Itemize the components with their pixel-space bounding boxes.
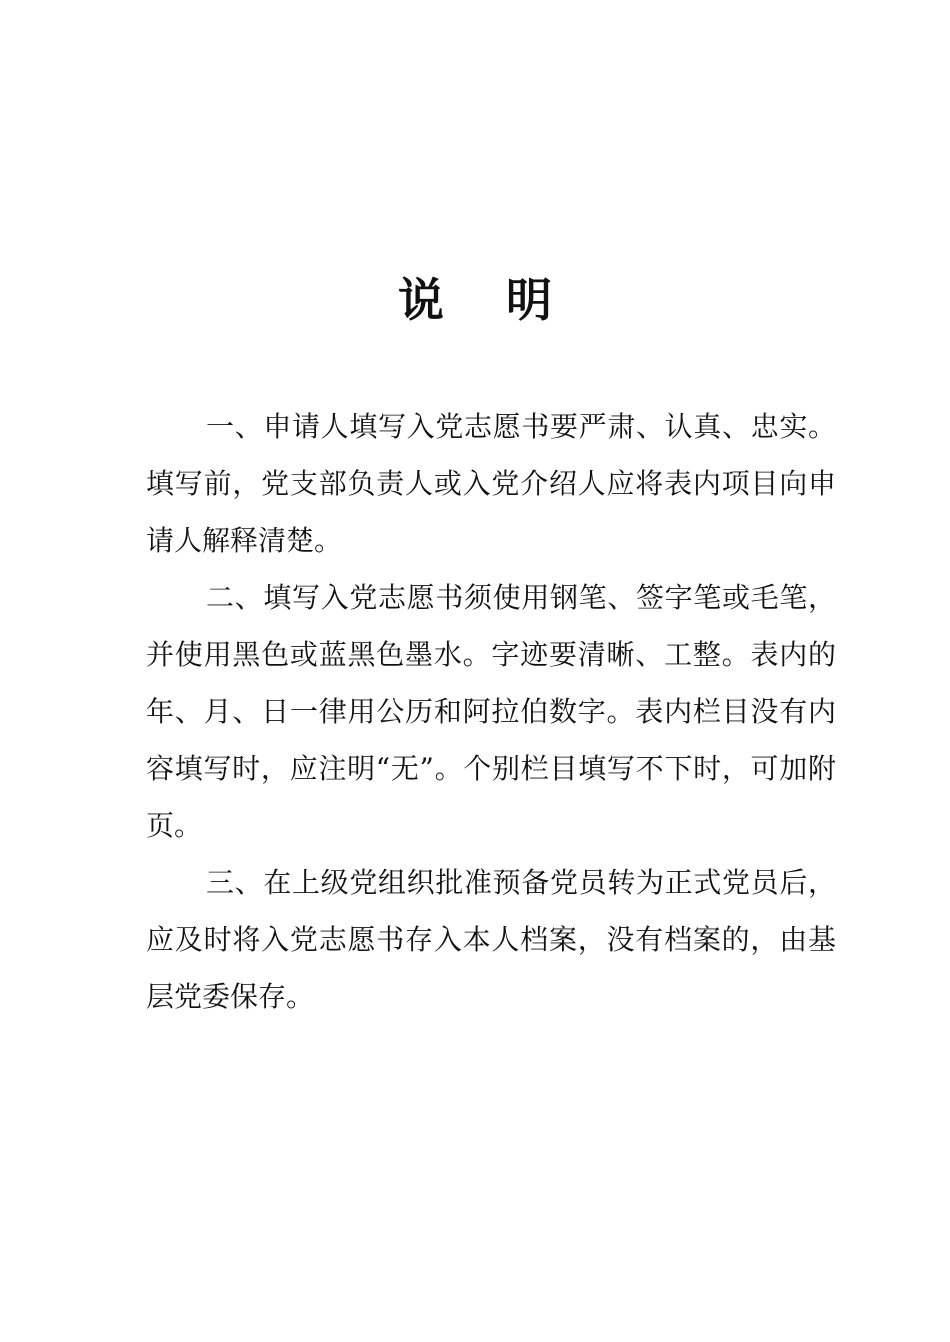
instruction-paragraph-1: 一、申请人填写入党志愿书要严肃、认真、忠实。填写前，党支部负责人或入党介绍人应将表内项目向申请人解释清楚。 bbox=[146, 410, 836, 557]
title-char-1: 说 bbox=[398, 273, 444, 327]
title-char-2: 明 bbox=[506, 273, 552, 327]
instruction-paragraph-3: 三、在上级党组织批准预备党员转为正式党员后，应及时将入党志愿书存入本人档案，没有档案的，由基层党委保存。 bbox=[146, 866, 836, 1013]
instructions-body bbox=[146, 398, 836, 1025]
page-title bbox=[0, 268, 950, 332]
instruction-paragraph-2: 二、填写入党志愿书须使用钢笔、签字笔或毛笔，并使用黑色或蓝黑色墨水。字迹要清晰、工整。表内的年、月、日一律用公历和阿拉伯数字。表内栏目没有内容填写时，应注明“无”。个别栏目填写不下时，可加附页。 bbox=[146, 581, 836, 842]
